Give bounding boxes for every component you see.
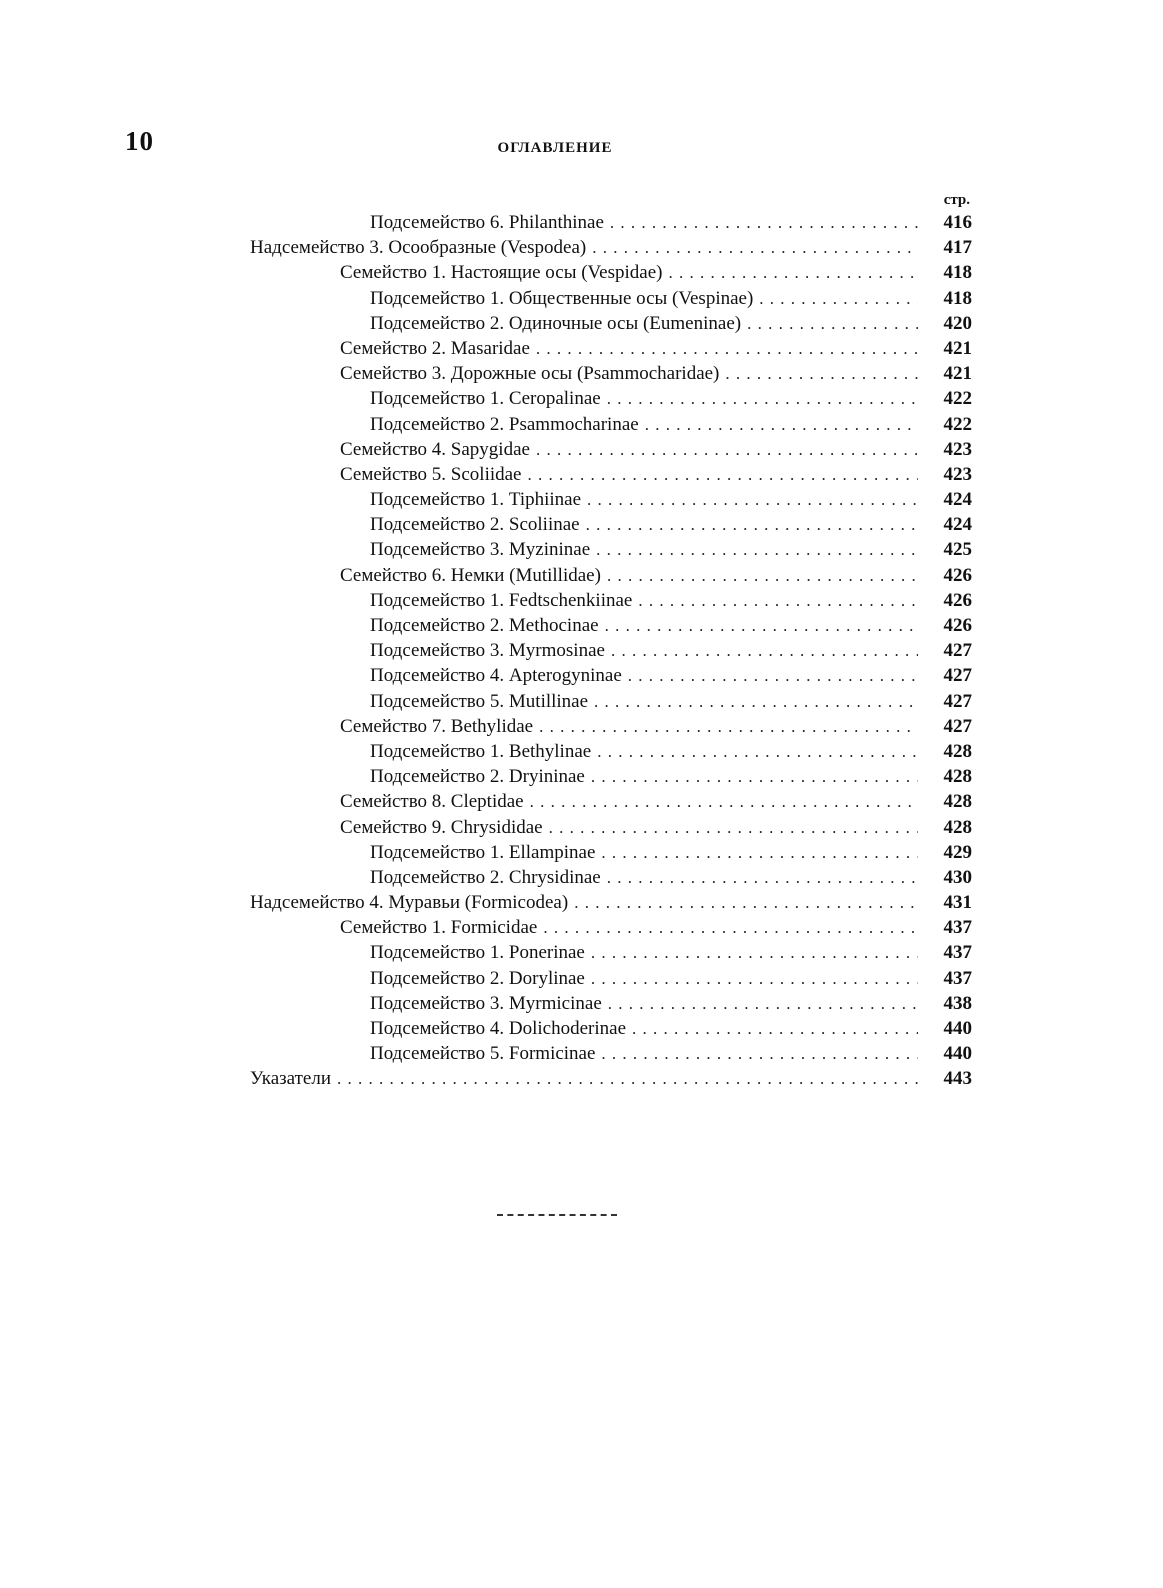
toc-entry-page: 422 bbox=[943, 388, 972, 410]
toc-entry-page: 431 bbox=[943, 892, 972, 914]
toc-entry bbox=[250, 890, 972, 915]
toc-entry bbox=[250, 588, 972, 613]
toc-entry bbox=[250, 437, 972, 462]
toc-entry bbox=[250, 311, 972, 336]
toc-entry-page: 423 bbox=[943, 438, 972, 460]
toc-entry-title: Подсемейство 1. Ceropalinae bbox=[370, 388, 601, 410]
dot-leader bbox=[594, 689, 918, 714]
toc-entry-page: 428 bbox=[943, 791, 972, 813]
toc-entry-page: 440 bbox=[943, 1018, 972, 1039]
toc-entry-page: 427 bbox=[943, 690, 972, 712]
dot-leader bbox=[543, 915, 918, 940]
toc-entry-title: Подсемейство 1. Ellampinae bbox=[370, 841, 596, 863]
dot-leader bbox=[596, 537, 918, 562]
toc-entry bbox=[250, 865, 972, 890]
dot-leader bbox=[539, 714, 918, 739]
dot-leader bbox=[528, 462, 919, 487]
dot-leader bbox=[591, 940, 918, 965]
toc-entry-title: Подсемейство 2. Methocinae bbox=[370, 615, 599, 636]
toc-entry-title: Подсемейство 2. Psammocharinae bbox=[370, 413, 639, 435]
toc-entry-title: Подсемейство 1. Tiphiinae bbox=[370, 489, 582, 511]
toc-entry-page: 426 bbox=[943, 564, 972, 586]
dot-leader bbox=[725, 361, 918, 386]
dot-leader bbox=[638, 588, 918, 613]
dot-leader bbox=[601, 1041, 918, 1066]
toc-entry-title: Семейство 7. Bethylidae bbox=[340, 715, 534, 737]
toc-entry-page: 426 bbox=[943, 589, 972, 611]
toc-entry-page: 416 bbox=[943, 212, 972, 233]
toc-entry-title: Подсемейство 4. Dolichoderinae bbox=[370, 1018, 627, 1039]
toc-entry-page: 440 bbox=[943, 1043, 972, 1065]
dot-leader bbox=[605, 613, 918, 638]
dot-leader bbox=[607, 865, 918, 890]
toc-entry-title: Подсемейство 3. Myzininae bbox=[370, 539, 591, 561]
toc-entry bbox=[250, 361, 972, 386]
toc-entry bbox=[250, 487, 972, 512]
toc-entry bbox=[250, 613, 972, 638]
toc-entry-page: 426 bbox=[943, 615, 972, 636]
dot-leader bbox=[591, 764, 918, 789]
toc-entry bbox=[250, 1016, 972, 1041]
dot-leader bbox=[759, 286, 918, 311]
toc-entry-page: 443 bbox=[943, 1068, 972, 1090]
toc-entry-page: 428 bbox=[943, 766, 972, 788]
dot-leader bbox=[591, 966, 918, 991]
toc-entry-title: Семейство 1. Formicidae bbox=[340, 917, 538, 939]
toc-entry-title: Подсемейство 5. Mutillinae bbox=[370, 690, 589, 712]
toc-entry bbox=[250, 940, 972, 965]
toc-entry-title: Надсемейство 4. Муравьи (Formicodea) bbox=[250, 892, 569, 914]
toc-entry-title: Подсемейство 2. Chrysidinae bbox=[370, 866, 601, 888]
toc-entry-page: 423 bbox=[943, 463, 972, 485]
toc-entry bbox=[250, 235, 972, 260]
toc-entry-page: 425 bbox=[943, 539, 972, 561]
toc-entry bbox=[250, 260, 972, 285]
dot-leader bbox=[601, 840, 918, 865]
toc-entry bbox=[250, 815, 972, 840]
toc-entry-title: Подсемейство 5. Formicinae bbox=[370, 1043, 596, 1065]
toc-entry-title: Подсемейство 2. Dryininae bbox=[370, 766, 585, 788]
dot-leader bbox=[587, 487, 918, 512]
toc-entry-title: Указатели bbox=[250, 1068, 331, 1090]
toc-entry-title: Семейство 6. Немки (Mutillidae) bbox=[340, 564, 601, 586]
toc-entry-page: 427 bbox=[943, 665, 972, 687]
toc-entry bbox=[250, 336, 972, 361]
toc-entry-title: Семейство 2. Masaridae bbox=[340, 337, 530, 359]
dot-leader bbox=[632, 1016, 918, 1041]
toc-entry-title: Подсемейство 3. Myrmosinae bbox=[370, 640, 605, 662]
page-column-label: стр. bbox=[943, 192, 970, 208]
toc-entry-page: 437 bbox=[943, 942, 972, 964]
toc-entry bbox=[250, 412, 972, 437]
toc-entry-page: 418 bbox=[943, 287, 972, 309]
dot-leader bbox=[536, 437, 918, 462]
dot-leader bbox=[611, 638, 918, 663]
toc-entry-page: 437 bbox=[943, 917, 972, 939]
toc-entry-page: 437 bbox=[943, 967, 972, 989]
toc-entry bbox=[250, 1041, 972, 1066]
page-number: 10 bbox=[125, 126, 154, 156]
toc-entry-page: 428 bbox=[943, 816, 972, 838]
toc-entry bbox=[250, 386, 972, 411]
dot-leader bbox=[607, 386, 918, 411]
toc-entry bbox=[250, 991, 972, 1016]
toc-entry-title: Семейство 4. Sapygidae bbox=[340, 438, 530, 460]
toc-entry-title: Семейство 5. Scoliidae bbox=[340, 463, 522, 485]
toc-entry-title: Подсемейство 1. Общественные осы (Vespinae) bbox=[370, 287, 754, 309]
toc-entry-page: 424 bbox=[943, 514, 972, 536]
toc-entry-page: 429 bbox=[943, 841, 972, 863]
toc-entry bbox=[250, 663, 972, 688]
toc-entry-title: Подсемейство 6. Philanthinae bbox=[370, 212, 604, 233]
toc-entry bbox=[250, 764, 972, 789]
dot-leader bbox=[668, 260, 918, 285]
toc-entry-title: Семейство 1. Настоящие осы (Vespidae) bbox=[340, 262, 663, 284]
dot-leader bbox=[645, 412, 918, 437]
toc-entry-page: 418 bbox=[943, 262, 972, 284]
toc-entry-page: 427 bbox=[943, 715, 972, 737]
toc-entry bbox=[250, 840, 972, 865]
toc-entry bbox=[250, 689, 972, 714]
dot-leader bbox=[607, 563, 918, 588]
toc-entry-title: Подсемейство 2. Одиночные осы (Eumeninae) bbox=[370, 312, 742, 334]
dot-leader bbox=[608, 991, 918, 1016]
toc-entry-title: Семейство 9. Chrysididae bbox=[340, 816, 543, 838]
toc-entry bbox=[250, 638, 972, 663]
toc-entry-title: Подсемейство 3. Myrmicinae bbox=[370, 992, 602, 1014]
dot-leader bbox=[337, 1066, 918, 1091]
toc-entry bbox=[250, 462, 972, 487]
toc-entry bbox=[250, 966, 972, 991]
toc-entry bbox=[250, 512, 972, 537]
dot-leader bbox=[610, 210, 918, 235]
toc-entry-title: Подсемейство 2. Scoliinae bbox=[370, 514, 580, 536]
toc-entry-title: Подсемейство 1. Ponerinae bbox=[370, 942, 585, 964]
toc-entry bbox=[250, 286, 972, 311]
dot-leader bbox=[536, 336, 918, 361]
toc-entry bbox=[250, 563, 972, 588]
toc-entry-title: Семейство 3. Дорожные осы (Psammocharidae) bbox=[340, 363, 720, 385]
toc-entry-title: Семейство 8. Cleptidae bbox=[340, 791, 524, 813]
end-rule bbox=[497, 1214, 617, 1216]
toc-entry-page: 420 bbox=[943, 312, 972, 334]
toc-entry bbox=[250, 789, 972, 814]
toc-entry-title: Подсемейство 1. Fedtschenkiinae bbox=[370, 589, 633, 611]
toc-entry-page: 421 bbox=[943, 363, 972, 385]
toc-entry bbox=[250, 915, 972, 940]
dot-leader bbox=[574, 890, 918, 915]
toc-entry-page: 424 bbox=[943, 489, 972, 511]
toc-entry-page: 430 bbox=[943, 866, 972, 888]
toc-entry-title: Подсемейство 4. Apterogyninae bbox=[370, 665, 622, 687]
dot-leader bbox=[747, 311, 918, 336]
toc-entry bbox=[250, 537, 972, 562]
toc-entry bbox=[250, 714, 972, 739]
dot-leader bbox=[597, 739, 918, 764]
toc-entry bbox=[250, 210, 972, 235]
running-head: ОГЛАВЛЕНИЕ bbox=[497, 140, 613, 156]
toc-entry bbox=[250, 739, 972, 764]
toc-entry-page: 421 bbox=[943, 337, 972, 359]
table-of-contents bbox=[250, 210, 972, 1092]
toc-entry-page: 427 bbox=[943, 640, 972, 662]
toc-entry-title: Подсемейство 1. Bethylinae bbox=[370, 740, 592, 762]
dot-leader bbox=[592, 235, 918, 260]
dot-leader bbox=[530, 789, 918, 814]
dot-leader bbox=[549, 815, 918, 840]
toc-entry-page: 422 bbox=[943, 413, 972, 435]
dot-leader bbox=[628, 663, 918, 688]
toc-entry-title: Подсемейство 2. Dorylinae bbox=[370, 967, 585, 989]
toc-entry bbox=[250, 1066, 972, 1091]
toc-entry-page: 417 bbox=[943, 237, 972, 259]
toc-entry-title: Надсемейство 3. Осообразные (Vespodea) bbox=[250, 237, 587, 259]
toc-entry-page: 428 bbox=[943, 740, 972, 762]
toc-entry-page: 438 bbox=[943, 992, 972, 1014]
dot-leader bbox=[586, 512, 918, 537]
